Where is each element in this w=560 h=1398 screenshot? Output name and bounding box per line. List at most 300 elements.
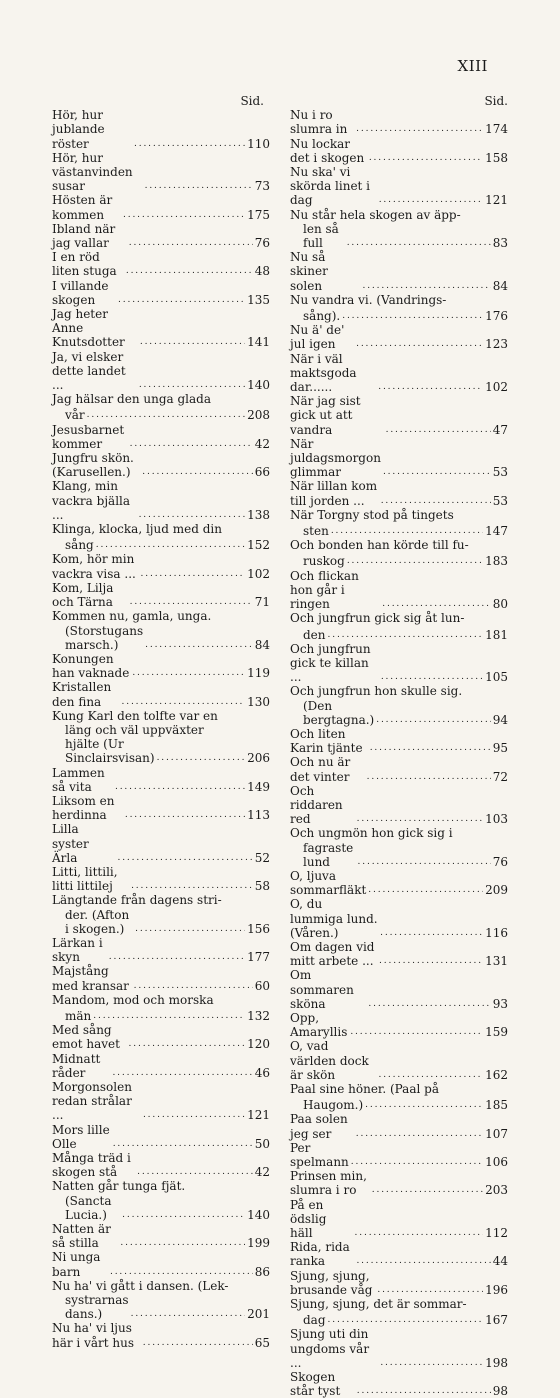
- entry-page: 84: [254, 637, 270, 652]
- entry-title: Liksom en herdinna: [52, 793, 115, 823]
- entry-title: När i väl maktsgoda dar......: [290, 351, 357, 395]
- dot-leader: [130, 593, 253, 609]
- index-entry-line: [290, 940, 508, 968]
- index-entry-line: [290, 727, 508, 755]
- dot-leader: [145, 636, 253, 652]
- entry-page: 83: [492, 236, 508, 251]
- index-entry-line: [290, 1096, 508, 1112]
- entry-title: Med sång emot havet: [52, 1023, 120, 1052]
- dot-leader: [143, 1106, 245, 1122]
- entry-page: 105: [485, 670, 508, 685]
- index-entry-line: [52, 423, 270, 451]
- index-entry-line: [290, 1039, 508, 1082]
- dot-leader: [383, 463, 491, 479]
- entry-page: 76: [254, 236, 270, 251]
- entry-title: Hösten är kommen: [52, 193, 113, 222]
- index-entry-line: [290, 1198, 508, 1241]
- entry-title: När lillan kom till jorden ...: [290, 479, 378, 508]
- index-entry-line: [52, 1293, 270, 1321]
- dot-leader: [117, 849, 252, 865]
- dot-leader: [135, 920, 245, 936]
- entry-title: sång).: [303, 309, 341, 324]
- entry-page: 121: [485, 193, 508, 208]
- dot-leader: [380, 1354, 483, 1370]
- dot-leader: [357, 1382, 491, 1398]
- entry-page: 116: [485, 925, 508, 940]
- index-entry-line: [52, 865, 270, 893]
- index-entry-line: [290, 626, 508, 642]
- index-entry-line: [52, 581, 270, 609]
- entry-title: Haugom.): [303, 1098, 364, 1113]
- entry-page: 138: [247, 507, 270, 522]
- entry-title: Och bonden han körde till fu-: [290, 538, 469, 553]
- entry-title: dag: [303, 1313, 326, 1328]
- entry-page: 58: [254, 879, 270, 894]
- index-entry-line: [52, 964, 270, 992]
- entry-page: 93: [492, 996, 508, 1011]
- entry-page: 119: [247, 666, 270, 681]
- entry-title: Och ungmön hon gick sig i: [290, 826, 453, 841]
- entry-title: Klang, min vackra bjälla ...: [52, 479, 131, 522]
- entry-title: (Den bergtagna.): [303, 698, 375, 727]
- entry-page: 102: [485, 380, 508, 395]
- index-entry-line: [290, 841, 508, 869]
- index-entry-line: [52, 1279, 270, 1293]
- entry-page: 156: [247, 921, 270, 936]
- dot-leader: [380, 924, 483, 940]
- entry-title: Och nu är det vinter: [290, 755, 351, 784]
- index-entry-line: [290, 1011, 508, 1039]
- entry-page: 113: [247, 808, 270, 823]
- index-column-right: [290, 94, 508, 1398]
- index-entry-line: [290, 1297, 508, 1311]
- index-entry-line: [52, 1194, 270, 1222]
- index-entry-line: [290, 352, 508, 395]
- entry-title: vår: [65, 408, 85, 423]
- index-entry-line: [290, 684, 508, 698]
- index-entry-line: [52, 680, 270, 708]
- index-entry-line: [52, 993, 270, 1007]
- index-entry-line: [52, 908, 270, 936]
- index-entry-line: [290, 479, 508, 507]
- entry-page: 140: [247, 1207, 270, 1222]
- entry-title: Kom, hör min vackra visa ...: [52, 552, 136, 581]
- index-entry-line: [52, 350, 270, 393]
- entry-title: O, vad världen dock är skön: [290, 1039, 369, 1082]
- entry-page: 167: [485, 1313, 508, 1328]
- entry-title: På en ödslig häll: [290, 1197, 327, 1241]
- dot-leader: [328, 1311, 484, 1327]
- entry-title: Nu vandra vi. (Vandrings-: [290, 292, 447, 307]
- dot-leader: [372, 1181, 483, 1197]
- index-entry-line: [52, 1179, 270, 1193]
- entry-title: fagraste lund: [303, 840, 354, 869]
- entry-page: 123: [485, 337, 508, 352]
- entry-title: Nu lockar det i skogen: [290, 136, 365, 165]
- dot-leader: [143, 1334, 253, 1350]
- index-entry-line: [290, 208, 508, 222]
- index-entry-line: [290, 784, 508, 827]
- dot-leader: [118, 291, 245, 307]
- entry-title: Om sommaren sköna: [290, 968, 354, 1011]
- index-entry-line: [290, 1327, 508, 1370]
- dot-leader: [362, 277, 490, 293]
- dot-leader: [134, 135, 245, 151]
- entry-page: 72: [492, 769, 508, 784]
- index-entry-line: [52, 108, 270, 151]
- index-entry-line: [52, 392, 270, 406]
- entry-title: Nu i ro slumra in: [290, 108, 348, 137]
- entry-title: I villande skogen: [52, 278, 109, 307]
- dot-leader: [386, 421, 491, 437]
- entry-title: Kom, Lilja och Tärna: [52, 580, 114, 610]
- entry-title: Konungen han vaknade: [52, 651, 130, 681]
- index-entry-line: [290, 1240, 508, 1268]
- index-entry-line: [290, 538, 508, 552]
- entry-title: Jag hälsar den unga glada: [52, 392, 211, 407]
- index-entry-line: [290, 569, 508, 612]
- entry-page: 95: [492, 741, 508, 756]
- dot-leader: [379, 952, 483, 968]
- dot-leader: [379, 191, 483, 207]
- index-entry-line: [52, 1052, 270, 1080]
- dot-leader: [357, 810, 483, 826]
- entry-title: sten: [303, 524, 329, 539]
- dot-leader: [378, 378, 483, 394]
- entry-title: Längtande från dagens stri-: [52, 893, 222, 908]
- dot-leader: [367, 768, 491, 784]
- entry-title: Nu ha' vi ljus här i vårt hus: [52, 1321, 135, 1350]
- index-entry-line: [290, 611, 508, 625]
- entry-page: 120: [247, 1037, 270, 1052]
- entry-title: Mandom, mod och morska: [52, 992, 214, 1007]
- page-number: XIII: [457, 57, 488, 75]
- entry-title: män: [65, 1008, 92, 1023]
- index-entry-line: [52, 1151, 270, 1179]
- index-entry-line: [52, 1222, 270, 1250]
- dot-leader: [347, 234, 491, 250]
- entry-title: Klinga, klocka, ljud med din: [52, 522, 222, 537]
- entry-title: Sjung, sjung, brusande våg: [290, 1268, 373, 1297]
- entry-page: 181: [485, 627, 508, 642]
- entry-page: 159: [485, 1025, 508, 1040]
- entry-title: Jesusbarnet kommer: [52, 422, 125, 451]
- dot-leader: [350, 1023, 483, 1039]
- index-entry-line: [52, 766, 270, 794]
- index-entry-line: [52, 451, 270, 479]
- entry-title: O, ljuva sommarfläkt: [290, 868, 367, 898]
- dot-leader: [96, 536, 245, 552]
- dot-leader: [342, 307, 483, 323]
- dot-leader: [356, 120, 483, 136]
- index-entry-line: [290, 552, 508, 568]
- index-entry-line: [290, 108, 508, 136]
- entry-title: systrarnas dans.): [65, 1293, 129, 1322]
- dot-leader: [355, 1224, 484, 1240]
- entry-page: 84: [492, 278, 508, 293]
- dot-leader: [356, 335, 483, 351]
- dot-leader: [140, 333, 245, 349]
- dot-leader: [113, 1135, 253, 1151]
- index-entry-line: [52, 406, 270, 422]
- entry-title: ruskog: [303, 554, 345, 569]
- index-entry-line: [52, 250, 270, 278]
- entry-page: 175: [247, 207, 270, 222]
- entry-title: Hör, hur västanvinden susar: [52, 150, 133, 194]
- dot-leader: [381, 492, 491, 508]
- dot-leader: [347, 552, 483, 568]
- index-entry-line: [290, 642, 508, 685]
- dot-leader: [331, 522, 483, 538]
- entry-title: Litti, littili, litti littilej: [52, 864, 118, 894]
- index-entry-line: [290, 1141, 508, 1169]
- dot-leader: [139, 376, 245, 392]
- entry-title: Nu så skiner solen: [290, 250, 328, 293]
- entry-title: Och liten Karin tjänte: [290, 726, 363, 756]
- entry-title: Natten är så stilla: [52, 1222, 111, 1251]
- entry-page: 130: [247, 694, 270, 709]
- entry-page: 198: [485, 1355, 508, 1370]
- entry-title: Lilla syster Ärla: [52, 822, 89, 865]
- entry-page: 65: [254, 1335, 270, 1350]
- index-entry-line: [290, 222, 508, 250]
- dot-leader: [131, 1305, 246, 1321]
- index-entry-line: [52, 552, 270, 580]
- entry-title: Hör, hur jublande röster: [52, 108, 105, 151]
- entry-title: Jungfru skön. (Karusellen.): [52, 451, 134, 480]
- index-entry-line: [290, 1169, 508, 1197]
- entry-page: 177: [247, 950, 270, 965]
- entry-page: 201: [247, 1307, 270, 1322]
- entry-page: 60: [254, 978, 270, 993]
- dot-leader: [126, 262, 253, 278]
- index-entry-line: [52, 522, 270, 536]
- dot-leader: [134, 977, 253, 993]
- dot-leader: [130, 435, 253, 451]
- index-entry-line: [290, 1269, 508, 1297]
- entry-title: Och jungfrun hon skulle sig.: [290, 684, 463, 699]
- entry-title: der. (Afton i skogen.): [65, 907, 130, 936]
- dot-leader: [368, 995, 490, 1011]
- column-header: Sid.: [484, 94, 508, 108]
- dot-leader: [109, 948, 245, 964]
- entry-title: Nu ä' de' jul igen: [290, 323, 345, 352]
- entry-page: 132: [247, 1008, 270, 1023]
- entry-title: Ni unga barn: [52, 1250, 101, 1279]
- index-entry-line: [290, 1370, 508, 1398]
- dot-leader: [122, 693, 246, 709]
- index-entry-line: [52, 822, 270, 865]
- entry-title: Nu står hela skogen av äpp-: [290, 207, 461, 222]
- entry-page: 98: [492, 1384, 508, 1398]
- entry-page: 106: [485, 1155, 508, 1170]
- index-entry-line: [52, 1321, 270, 1349]
- entry-page: 209: [485, 883, 508, 898]
- dot-leader: [365, 1096, 483, 1112]
- index-entry-line: [52, 624, 270, 652]
- index-entry-line: [290, 897, 508, 940]
- entry-page: 71: [254, 595, 270, 610]
- index-entry-line: [290, 826, 508, 840]
- index-entry-line: [52, 151, 270, 194]
- index-entry-line: [52, 1250, 270, 1278]
- entry-page: 42: [254, 1165, 270, 1180]
- index-entry-line: [52, 737, 270, 765]
- entry-title: Majstång med kransar: [52, 964, 129, 993]
- index-entry-line: [52, 536, 270, 552]
- dot-leader: [328, 626, 484, 642]
- dot-leader: [382, 595, 490, 611]
- entry-title: Om dagen vid mitt arbete ...: [290, 939, 375, 969]
- index-entry-line: [290, 699, 508, 727]
- index-entry-line: [52, 1023, 270, 1051]
- entry-page: 103: [485, 812, 508, 827]
- dot-leader: [356, 1125, 483, 1141]
- entry-page: 147: [485, 524, 508, 539]
- entry-page: 158: [485, 150, 508, 165]
- entry-title: Kommen nu, gamla, unga.: [52, 609, 212, 624]
- index-entry-line: [52, 222, 270, 250]
- dot-leader: [122, 1206, 245, 1222]
- entry-page: 185: [485, 1098, 508, 1113]
- dot-leader: [123, 206, 245, 222]
- entry-page: 94: [492, 712, 508, 727]
- index-entry-line: [52, 1123, 270, 1151]
- entry-page: 86: [254, 1264, 270, 1279]
- index-entry-line: [290, 755, 508, 783]
- entry-title: Skogen står tyst: [290, 1370, 341, 1398]
- index-entry-line: [290, 508, 508, 522]
- dot-leader: [120, 1234, 245, 1250]
- entry-page: 42: [254, 436, 270, 451]
- dot-leader: [115, 778, 245, 794]
- entry-page: 206: [247, 751, 270, 766]
- dot-leader: [157, 749, 246, 765]
- entry-title: Midnatt råder: [52, 1051, 101, 1080]
- index-entry-line: [290, 323, 508, 351]
- entry-page: 73: [254, 179, 270, 194]
- dot-leader: [93, 1007, 245, 1023]
- entry-title: Och jungfrun gick sig åt lun-: [290, 611, 465, 626]
- entry-title: Opp, Amaryllis: [290, 1010, 348, 1040]
- entry-title: Natten går tunga fjät.: [52, 1179, 186, 1194]
- entry-page: 199: [247, 1236, 270, 1251]
- index-entry-line: [52, 893, 270, 907]
- index-entry-line: [52, 479, 270, 522]
- entry-page: 141: [247, 335, 270, 350]
- entry-title: Och flickan hon går i ringen: [290, 568, 359, 612]
- entry-title: Kristallen den fina: [52, 680, 112, 709]
- entry-title: Sjung uti din ungdoms vår ...: [290, 1327, 370, 1370]
- dot-leader: [110, 1263, 253, 1279]
- index-entry-line: [290, 394, 508, 437]
- dot-leader: [142, 463, 252, 479]
- index-entry-line: [52, 307, 270, 350]
- dot-leader: [370, 739, 491, 755]
- entry-page: 53: [492, 493, 508, 508]
- entry-title: Kung Karl den tolfte var en: [52, 708, 218, 723]
- entry-page: 203: [485, 1183, 508, 1198]
- entry-page: 46: [254, 1065, 270, 1080]
- index-entry-line: [290, 1311, 508, 1327]
- dot-leader: [137, 1163, 253, 1179]
- dot-leader: [129, 234, 253, 250]
- dot-leader: [356, 1252, 490, 1268]
- index-entry-line: [290, 250, 508, 293]
- index-entry-line: [290, 1112, 508, 1140]
- index-entry-line: [52, 652, 270, 680]
- entry-page: 53: [492, 465, 508, 480]
- entry-title: Paa solen jeg ser: [290, 1112, 348, 1141]
- entry-page: 162: [485, 1067, 508, 1082]
- entry-page: 48: [254, 264, 270, 279]
- index-entry-line: [290, 293, 508, 307]
- dot-leader: [145, 177, 253, 193]
- index-entry-line: [290, 522, 508, 538]
- index-entry-line: [290, 165, 508, 208]
- index-entry-line: [52, 709, 270, 723]
- entry-title: Mors lille Olle: [52, 1122, 110, 1151]
- dot-leader: [125, 806, 245, 822]
- entry-title: Lärkan i skyn: [52, 935, 103, 965]
- index-entry-line: [52, 723, 270, 737]
- entry-title: Rida, rida ranka: [290, 1240, 350, 1269]
- entry-page: 135: [247, 292, 270, 307]
- entry-page: 44: [492, 1254, 508, 1269]
- entry-title: Och riddaren red: [290, 783, 343, 827]
- entry-page: 102: [247, 566, 270, 581]
- index-entry-line: [52, 193, 270, 221]
- entry-title: (Sancta Lucia.): [65, 1193, 112, 1222]
- entry-page: 47: [492, 422, 508, 437]
- entry-title: läng och väl uppväxter: [65, 722, 204, 737]
- index-entry-line: [52, 1080, 270, 1123]
- entry-page: 131: [485, 954, 508, 969]
- index-entry-line: [290, 1082, 508, 1096]
- entry-page: 152: [247, 538, 270, 553]
- entry-title: När juldagsmorgon glimmar: [290, 436, 381, 480]
- index-entry-line: [52, 1007, 270, 1023]
- entry-title: Sjung, sjung, det är sommar-: [290, 1297, 467, 1312]
- entry-page: 176: [485, 309, 508, 324]
- entry-title: Många träd i skogen stå: [52, 1151, 131, 1180]
- index-column-left: [52, 94, 270, 1350]
- index-entry-line: [52, 609, 270, 623]
- index-entry-line: [290, 307, 508, 323]
- column-header: Sid.: [240, 94, 264, 108]
- dot-leader: [112, 1064, 252, 1080]
- entry-title: Prinsen min, slumra i ro: [290, 1169, 367, 1198]
- entry-title: den: [303, 627, 326, 642]
- dot-leader: [358, 853, 491, 869]
- entry-page: 140: [247, 378, 270, 393]
- entry-title: Per spelmann: [290, 1140, 349, 1170]
- entry-title: Ja, vi elsker dette landet ...: [52, 349, 126, 393]
- dot-leader: [131, 877, 253, 893]
- entry-title: Paal sine höner. (Paal på: [290, 1082, 439, 1096]
- entry-title: Lammen så vita: [52, 765, 105, 794]
- entry-page: 107: [485, 1126, 508, 1141]
- entry-title: Nu ha' vi gått i dansen. (Lek-: [52, 1278, 229, 1293]
- entry-title: I en röd liten stuga: [52, 250, 117, 279]
- entry-title: O, du lummiga lund. (Våren.): [290, 897, 378, 940]
- entry-page: 208: [247, 408, 270, 423]
- index-entry-line: [290, 968, 508, 1011]
- entry-title: Jag heter Anne Knutsdotter: [52, 307, 125, 350]
- entry-page: 183: [485, 554, 508, 569]
- entry-page: 52: [254, 850, 270, 865]
- entry-title: Nu ska' vi skörda linet i dag: [290, 165, 371, 208]
